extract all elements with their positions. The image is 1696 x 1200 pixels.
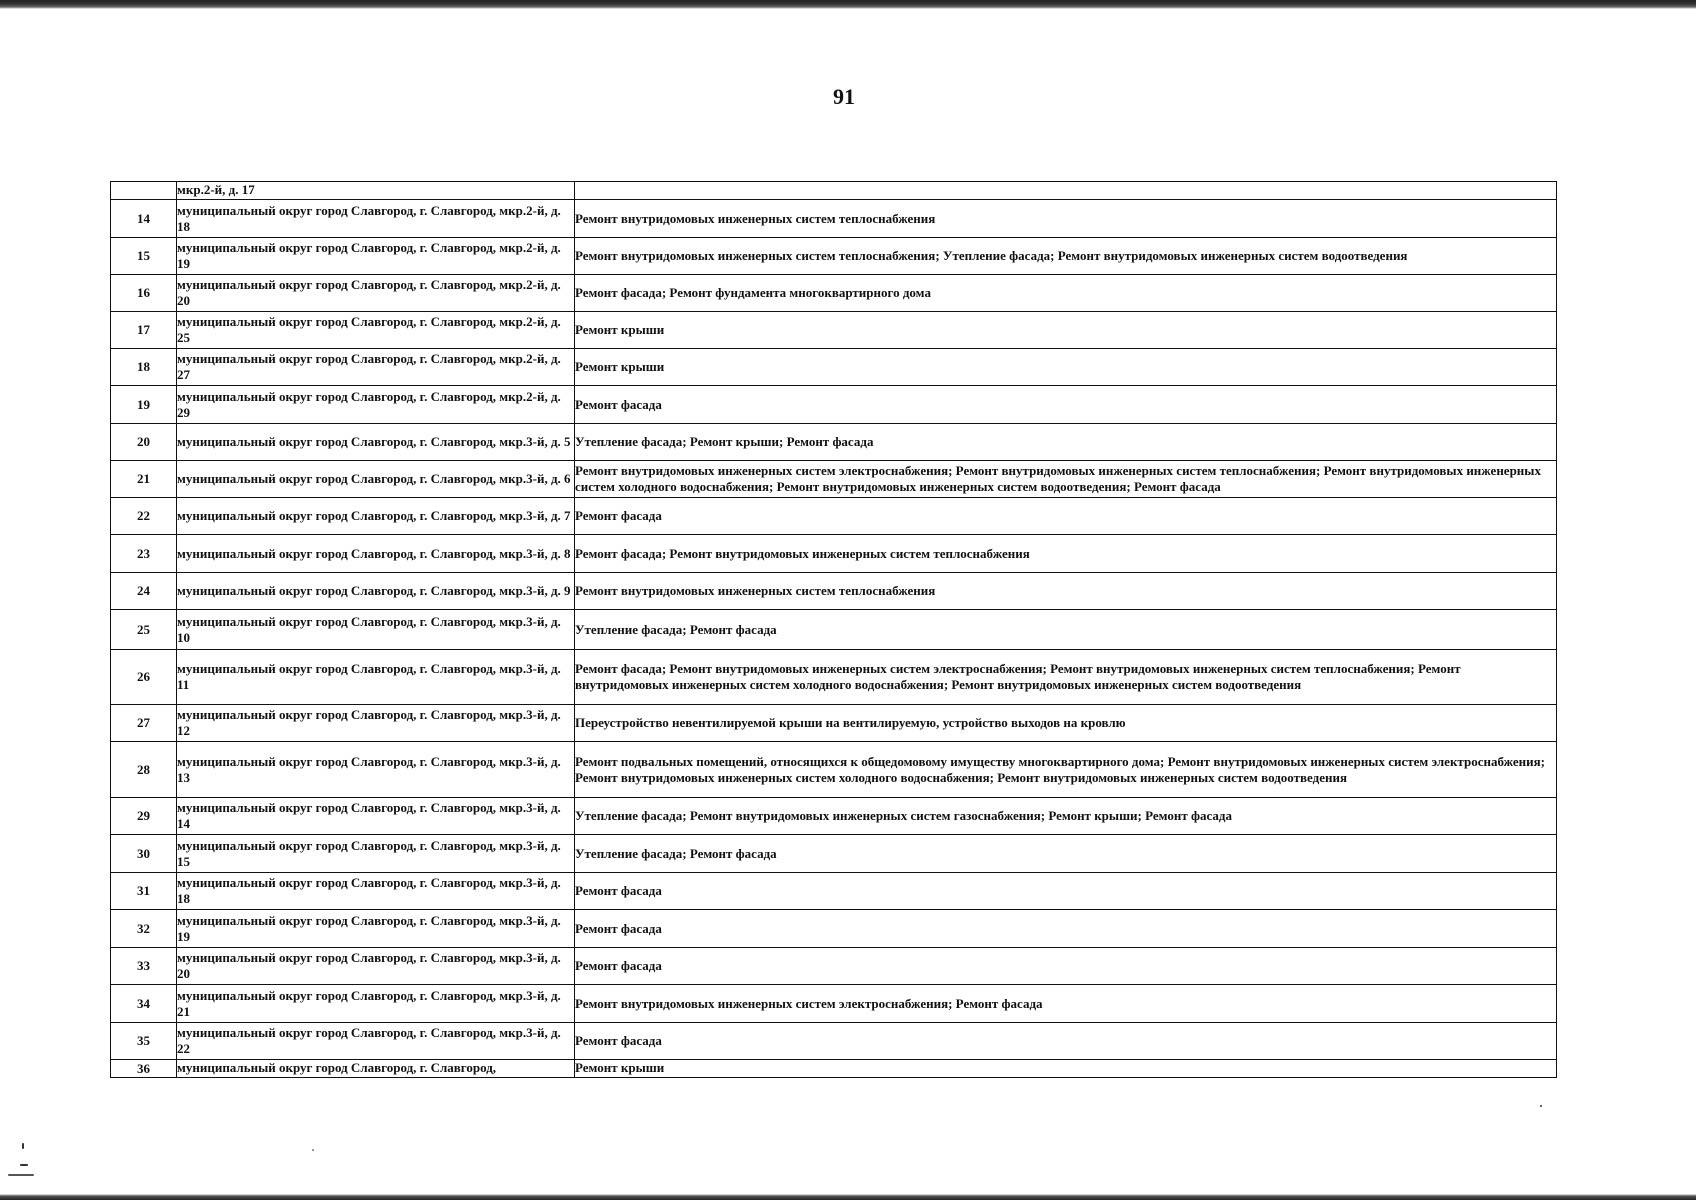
row-number: 15 xyxy=(111,238,177,275)
table-row xyxy=(111,948,1557,985)
row-number: 20 xyxy=(111,424,177,461)
row-address: муниципальный округ город Славгород, г. Славгород, мкр.3-й, д. 18 xyxy=(177,873,575,910)
row-address: мкр.2-й, д. 17 xyxy=(177,182,575,200)
scan-speck xyxy=(1540,1105,1542,1107)
row-address: муниципальный округ город Славгород, г. Славгород, мкр.3-й, д. 22 xyxy=(177,1023,575,1060)
row-address: муниципальный округ город Славгород, г. Славгород, xyxy=(177,1060,575,1078)
row-works: Утепление фасада; Ремонт фасада xyxy=(575,835,1557,873)
table-row xyxy=(111,798,1557,835)
scan-top-edge xyxy=(0,0,1696,9)
row-address: муниципальный округ город Славгород, г. Славгород, мкр.3-й, д. 11 xyxy=(177,650,575,705)
table-row xyxy=(111,985,1557,1023)
row-number: 29 xyxy=(111,798,177,835)
row-works: Ремонт фасада; Ремонт внутридомовых инженерных систем теплоснабжения xyxy=(575,535,1557,573)
row-number: 26 xyxy=(111,650,177,705)
row-works: Ремонт фасада xyxy=(575,498,1557,535)
table-row xyxy=(111,535,1557,573)
row-number xyxy=(111,182,177,200)
table-row xyxy=(111,386,1557,424)
row-works: Утепление фасада; Ремонт фасада xyxy=(575,610,1557,650)
table-row xyxy=(111,498,1557,535)
row-works: Переустройство невентилируемой крыши на вентилируемую, устройство выходов на кровлю xyxy=(575,705,1557,742)
scan-speck xyxy=(20,1164,28,1166)
table-row xyxy=(111,910,1557,948)
row-number: 32 xyxy=(111,910,177,948)
row-address: муниципальный округ город Славгород, г. Славгород, мкр.3-й, д. 20 xyxy=(177,948,575,985)
row-works: Ремонт внутридомовых инженерных систем электроснабжения; Ремонт фасада xyxy=(575,985,1557,1023)
scan-bottom-edge xyxy=(0,1194,1696,1200)
row-address: муниципальный округ город Славгород, г. Славгород, мкр.2-й, д. 27 xyxy=(177,349,575,386)
row-number: 31 xyxy=(111,873,177,910)
row-number: 19 xyxy=(111,386,177,424)
row-works: Ремонт фасада xyxy=(575,873,1557,910)
row-works: Утепление фасада; Ремонт внутридомовых инженерных систем газоснабжения; Ремонт крыши; Ремонт фасада xyxy=(575,798,1557,835)
row-works xyxy=(575,182,1557,200)
table-row xyxy=(111,312,1557,349)
row-address: муниципальный округ город Славгород, г. Славгород, мкр.3-й, д. 13 xyxy=(177,742,575,798)
scan-speck xyxy=(8,1174,34,1176)
row-works: Утепление фасада; Ремонт крыши; Ремонт фасада xyxy=(575,424,1557,461)
table-row xyxy=(111,610,1557,650)
row-address: муниципальный округ город Славгород, г. Славгород, мкр.3-й, д. 10 xyxy=(177,610,575,650)
row-address: муниципальный округ город Славгород, г. Славгород, мкр.2-й, д. 20 xyxy=(177,275,575,312)
row-works: Ремонт фасада xyxy=(575,386,1557,424)
table-row xyxy=(111,1060,1557,1078)
table-row xyxy=(111,200,1557,238)
row-number: 17 xyxy=(111,312,177,349)
row-address: муниципальный округ город Славгород, г. Славгород, мкр.2-й, д. 29 xyxy=(177,386,575,424)
row-address: муниципальный округ город Славгород, г. Славгород, мкр.3-й, д. 15 xyxy=(177,835,575,873)
row-number: 18 xyxy=(111,349,177,386)
table-row xyxy=(111,742,1557,798)
row-number: 22 xyxy=(111,498,177,535)
scan-speck xyxy=(22,1143,24,1149)
table-body xyxy=(111,182,1557,1078)
row-works: Ремонт внутридомовых инженерных систем теплоснабжения; Утепление фасада; Ремонт внутридомовых инженерных систем водоотведения xyxy=(575,238,1557,275)
row-address: муниципальный округ город Славгород, г. Славгород, мкр.3-й, д. 9 xyxy=(177,573,575,610)
row-number: 21 xyxy=(111,461,177,498)
table-row xyxy=(111,1023,1557,1060)
row-address: муниципальный округ город Славгород, г. Славгород, мкр.2-й, д. 18 xyxy=(177,200,575,238)
row-works: Ремонт фасада xyxy=(575,1023,1557,1060)
table-row xyxy=(111,835,1557,873)
row-works: Ремонт фасада xyxy=(575,948,1557,985)
table-row xyxy=(111,238,1557,275)
table-row xyxy=(111,275,1557,312)
row-works: Ремонт внутридомовых инженерных систем теплоснабжения xyxy=(575,573,1557,610)
table-row xyxy=(111,182,1557,200)
table-row xyxy=(111,461,1557,498)
table-row xyxy=(111,705,1557,742)
row-works: Ремонт фасада; Ремонт внутридомовых инженерных систем электроснабжения; Ремонт внутридомовых инженерных систем теплоснабжения; Ремонт внутридомовых инженерных систем холодного водоснабжения; Ремонт внутридомовых инженерных систем водоотведения xyxy=(575,650,1557,705)
row-address: муниципальный округ город Славгород, г. Славгород, мкр.3-й, д. 21 xyxy=(177,985,575,1023)
row-works: Ремонт внутридомовых инженерных систем электроснабжения; Ремонт внутридомовых инженерных систем теплоснабжения; Ремонт внутридомовых инженерных систем холодного водоснабжения; Ремонт внутридомовых инженерных систем водоотведения; Ремонт фасада xyxy=(575,461,1557,498)
row-works: Ремонт фасада; Ремонт фундамента многоквартирного дома xyxy=(575,275,1557,312)
row-number: 24 xyxy=(111,573,177,610)
table-row xyxy=(111,349,1557,386)
row-number: 36 xyxy=(111,1060,177,1078)
row-number: 27 xyxy=(111,705,177,742)
row-address: муниципальный округ город Славгород, г. Славгород, мкр.2-й, д. 25 xyxy=(177,312,575,349)
row-works: Ремонт внутридомовых инженерных систем теплоснабжения xyxy=(575,200,1557,238)
table-row xyxy=(111,650,1557,705)
row-address: муниципальный округ город Славгород, г. Славгород, мкр.3-й, д. 8 xyxy=(177,535,575,573)
row-number: 33 xyxy=(111,948,177,985)
row-address: муниципальный округ город Славгород, г. Славгород, мкр.2-й, д. 19 xyxy=(177,238,575,275)
row-works: Ремонт крыши xyxy=(575,349,1557,386)
row-works: Ремонт крыши xyxy=(575,312,1557,349)
row-number: 34 xyxy=(111,985,177,1023)
row-address: муниципальный округ город Славгород, г. Славгород, мкр.3-й, д. 14 xyxy=(177,798,575,835)
row-address: муниципальный округ город Славгород, г. Славгород, мкр.3-й, д. 6 xyxy=(177,461,575,498)
row-address: муниципальный округ город Славгород, г. Славгород, мкр.3-й, д. 12 xyxy=(177,705,575,742)
repair-works-table xyxy=(110,181,1557,1078)
table-row xyxy=(111,873,1557,910)
row-works: Ремонт подвальных помещений, относящихся к общедомовому имуществу многоквартирного дома; Ремонт внутридомовых инженерных систем электроснабжения; Ремонт внутридомовых инженерных систем холодного водоснабжения; Ремонт внутридомовых инженерных систем водоотведения xyxy=(575,742,1557,798)
row-number: 35 xyxy=(111,1023,177,1060)
row-works: Ремонт крыши xyxy=(575,1060,1557,1078)
table-row xyxy=(111,424,1557,461)
table-row xyxy=(111,573,1557,610)
row-address: муниципальный округ город Славгород, г. Славгород, мкр.3-й, д. 7 xyxy=(177,498,575,535)
row-number: 16 xyxy=(111,275,177,312)
row-number: 25 xyxy=(111,610,177,650)
scan-speck xyxy=(312,1149,314,1151)
row-number: 30 xyxy=(111,835,177,873)
row-number: 14 xyxy=(111,200,177,238)
row-number: 23 xyxy=(111,535,177,573)
page-number: 91 xyxy=(833,84,855,109)
row-works: Ремонт фасада xyxy=(575,910,1557,948)
row-number: 28 xyxy=(111,742,177,798)
row-address: муниципальный округ город Славгород, г. Славгород, мкр.3-й, д. 5 xyxy=(177,424,575,461)
row-address: муниципальный округ город Славгород, г. Славгород, мкр.3-й, д. 19 xyxy=(177,910,575,948)
